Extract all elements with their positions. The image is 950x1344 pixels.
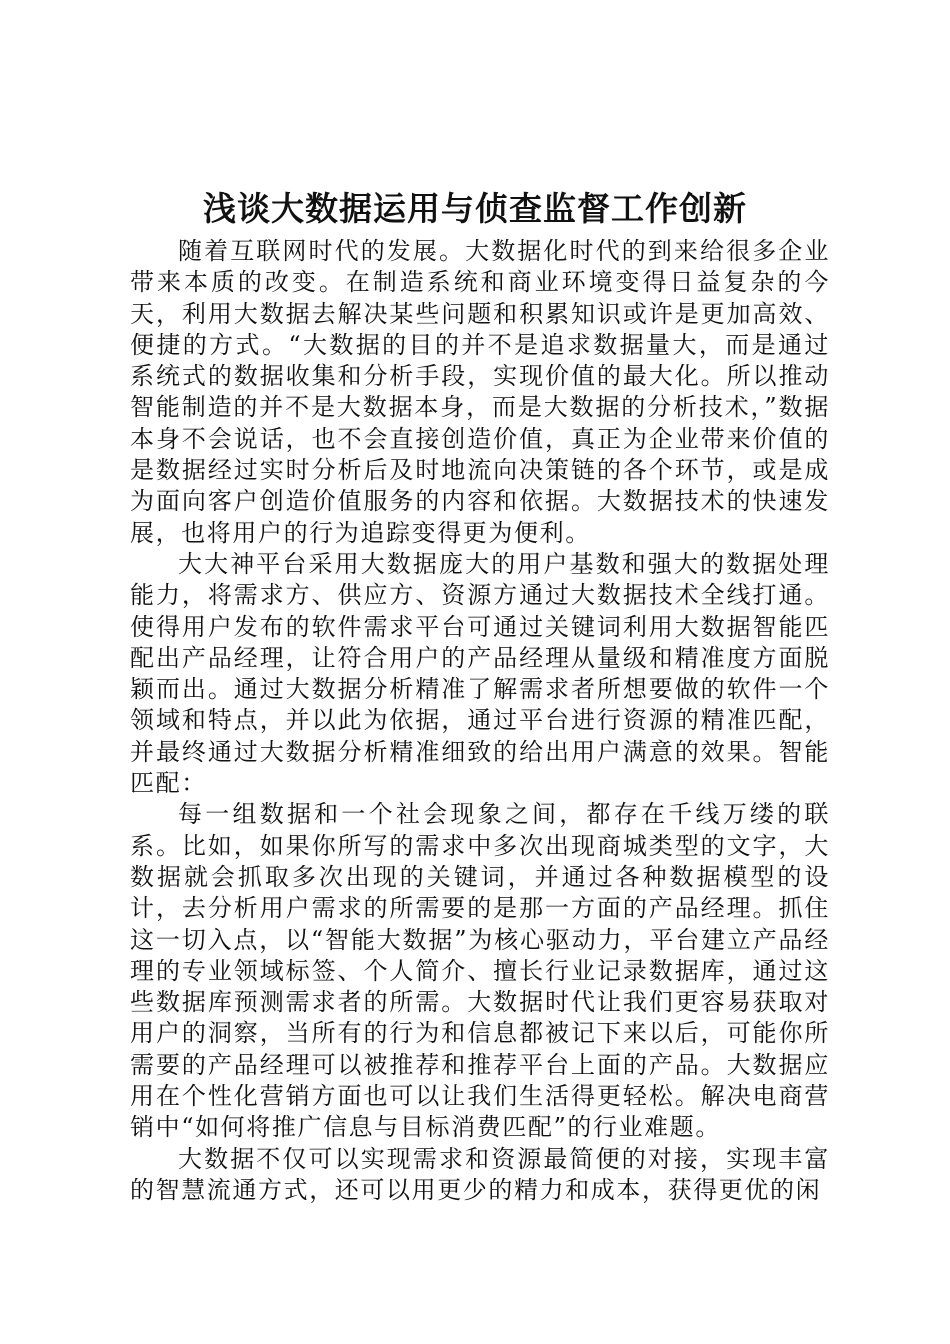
document-body	[130, 236, 830, 1206]
paragraph: 大大神平台采用大数据庞大的用户基数和强大的数据处理能力，将需求方、供应方、资源方通过大数据技术全线打通。使得用户发布的软件需求平台可通过关键词利用大数据智能匹配出产品经理，让符合用户的产品经理从量级和精准度方面脱颖而出。通过大数据分析精准了解需求者所想要做的软件一个领域和特点，并以此为依据，通过平台进行资源的精准匹配，并最终通过大数据分析精准细致的给出用户满意的效果。智能匹配：	[130, 549, 830, 798]
paragraph: 每一组数据和一个社会现象之间，都存在千线万缕的联系。比如，如果你所写的需求中多次出现商城类型的文字，大数据就会抓取多次出现的关键词，并通过各种数据模型的设计，去分析用户需求的所需要的是那一方面的产品经理。抓住这一切入点，以“智能大数据”为核心驱动力，平台建立产品经理的专业领域标签、个人简介、擅长行业记录数据库，通过这些数据库预测需求者的所需。大数据时代让我们更容易获取对用户的洞察，当所有的行为和信息都被记下来以后，可能你所需要的产品经理可以被推荐和推荐平台上面的产品。大数据应用在个性化营销方面也可以让我们生活得更轻松。解决电商营销中“如何将推广信息与目标消费匹配”的行业难题。	[130, 800, 830, 1142]
paragraph: 随着互联网时代的发展。大数据化时代的到来给很多企业带来本质的改变。在制造系统和商业环境变得日益复杂的今天，利用大数据去解决某些问题和积累知识或许是更加高效、便捷的方式。“大数据的目的并不是追求数据量大，而是通过系统式的数据收集和分析手段，实现价值的最大化。所以推动智能制造的并不是大数据本身，而是大数据的分析技术，”数据本身不会说话，也不会直接创造价值，真正为企业带来价值的是数据经过实时分析后及时地流向决策链的各个环节，或是成为面向客户创造价值服务的内容和依据。大数据技术的快速发展，也将用户的行为追踪变得更为便利。	[130, 237, 830, 547]
paragraph: 大数据不仅可以实现需求和资源最简便的对接，实现丰富的智慧流通方式，还可以用更少的精力和成本，获得更优的闲	[130, 1144, 830, 1204]
document-title: 浅谈大数据运用与侦查监督工作创新	[203, 189, 747, 228]
